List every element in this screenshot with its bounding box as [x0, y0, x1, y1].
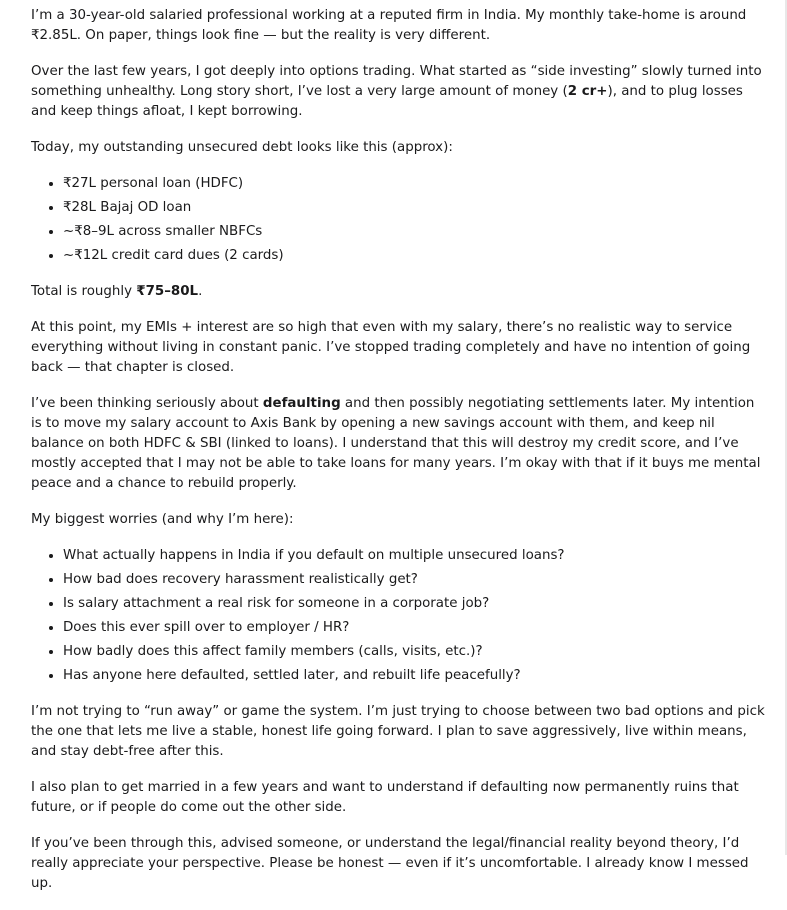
loss-amount: 2 cr+	[567, 84, 608, 99]
list-item: • Does this ever spill over to employer / HR?	[63, 618, 766, 638]
paragraph-marriage: I also plan to get married in a few years and want to understand if defaulting now permanently ruins that future, or if people do come out the other side.	[31, 780, 739, 815]
list-item: • ~₹12L credit card dues (2 cards)	[63, 246, 766, 266]
total-amount: ₹75–80L	[136, 284, 199, 299]
list-item: • ₹28L Bajaj OD loan	[63, 198, 766, 218]
post-body	[31, 6, 766, 910]
text: Over the last few years, I got deeply into options trading. What started as “side investing” slowly turned into something unhealthy. Long story short, I’ve lost a very large amount of money (	[31, 64, 762, 99]
paragraph-trading	[31, 62, 766, 122]
list-item: • How bad does recovery harassment realistically get?	[63, 570, 766, 590]
text: I’ve been thinking seriously about	[31, 396, 263, 411]
paragraph-intro: I’m a 30-year-old salaried professional working at a reputed firm in India. My monthly take-home is around ₹2.85L. On paper, things look fine — but the reality is very different.	[31, 8, 747, 43]
paragraph-emi: At this point, my EMIs + interest are so high that even with my salary, there’s no realistic way to service everything without living in constant panic. I’ve stopped trading completely and have no intention of going back — that chapter is closed.	[31, 320, 751, 375]
text: and then possibly negotiating settlements later. My intention is to move my salary account to Axis Bank by opening a new savings account with them, and keep nil balance on both HDFC & SBI (linked to loans). I understand that this will destroy my credit score, and I’ve mostly accepted that I may not be able to take loans for many years. I’m okay with that if it buys me mental peace and a chance to rebuild properly.	[31, 396, 761, 491]
paragraph-worries-intro: My biggest worries (and why I’m here):	[31, 512, 294, 527]
list-item: • Has anyone here defaulted, settled later, and rebuilt life peacefully?	[63, 666, 766, 686]
list-item: • ~₹8–9L across smaller NBFCs	[63, 222, 766, 242]
paragraph-not-running: I’m not trying to “run away” or game the system. I’m just trying to choose between two bad options and pick the one that lets me live a stable, honest life going forward. I plan to save aggressively, live within means, and stay debt-free after this.	[31, 704, 765, 759]
paragraph-closing: If you’ve been through this, advised someone, or understand the legal/financial reality beyond theory, I’d really appreciate your perspective. Please be honest — even if it’s uncomfortable. I already know I messed up.	[31, 836, 749, 891]
list-item: • Is salary attachment a real risk for someone in a corporate job?	[63, 594, 766, 614]
worries-list	[31, 546, 766, 686]
paragraph-debt-intro: Today, my outstanding unsecured debt looks like this (approx):	[31, 140, 453, 155]
list-item: • ₹27L personal loan (HDFC)	[63, 174, 766, 194]
paragraph-defaulting	[31, 394, 766, 494]
text: ), and to plug losses and keep things afloat, I kept borrowing.	[31, 84, 743, 119]
debt-list	[31, 174, 766, 266]
emphasis-defaulting: defaulting	[262, 396, 341, 411]
list-item: • How badly does this affect family members (calls, visits, etc.)?	[63, 642, 766, 662]
text: Total is roughly	[31, 284, 137, 299]
paragraph-total	[31, 282, 766, 302]
list-item: • What actually happens in India if you default on multiple unsecured loans?	[63, 546, 766, 566]
text: .	[198, 284, 203, 299]
